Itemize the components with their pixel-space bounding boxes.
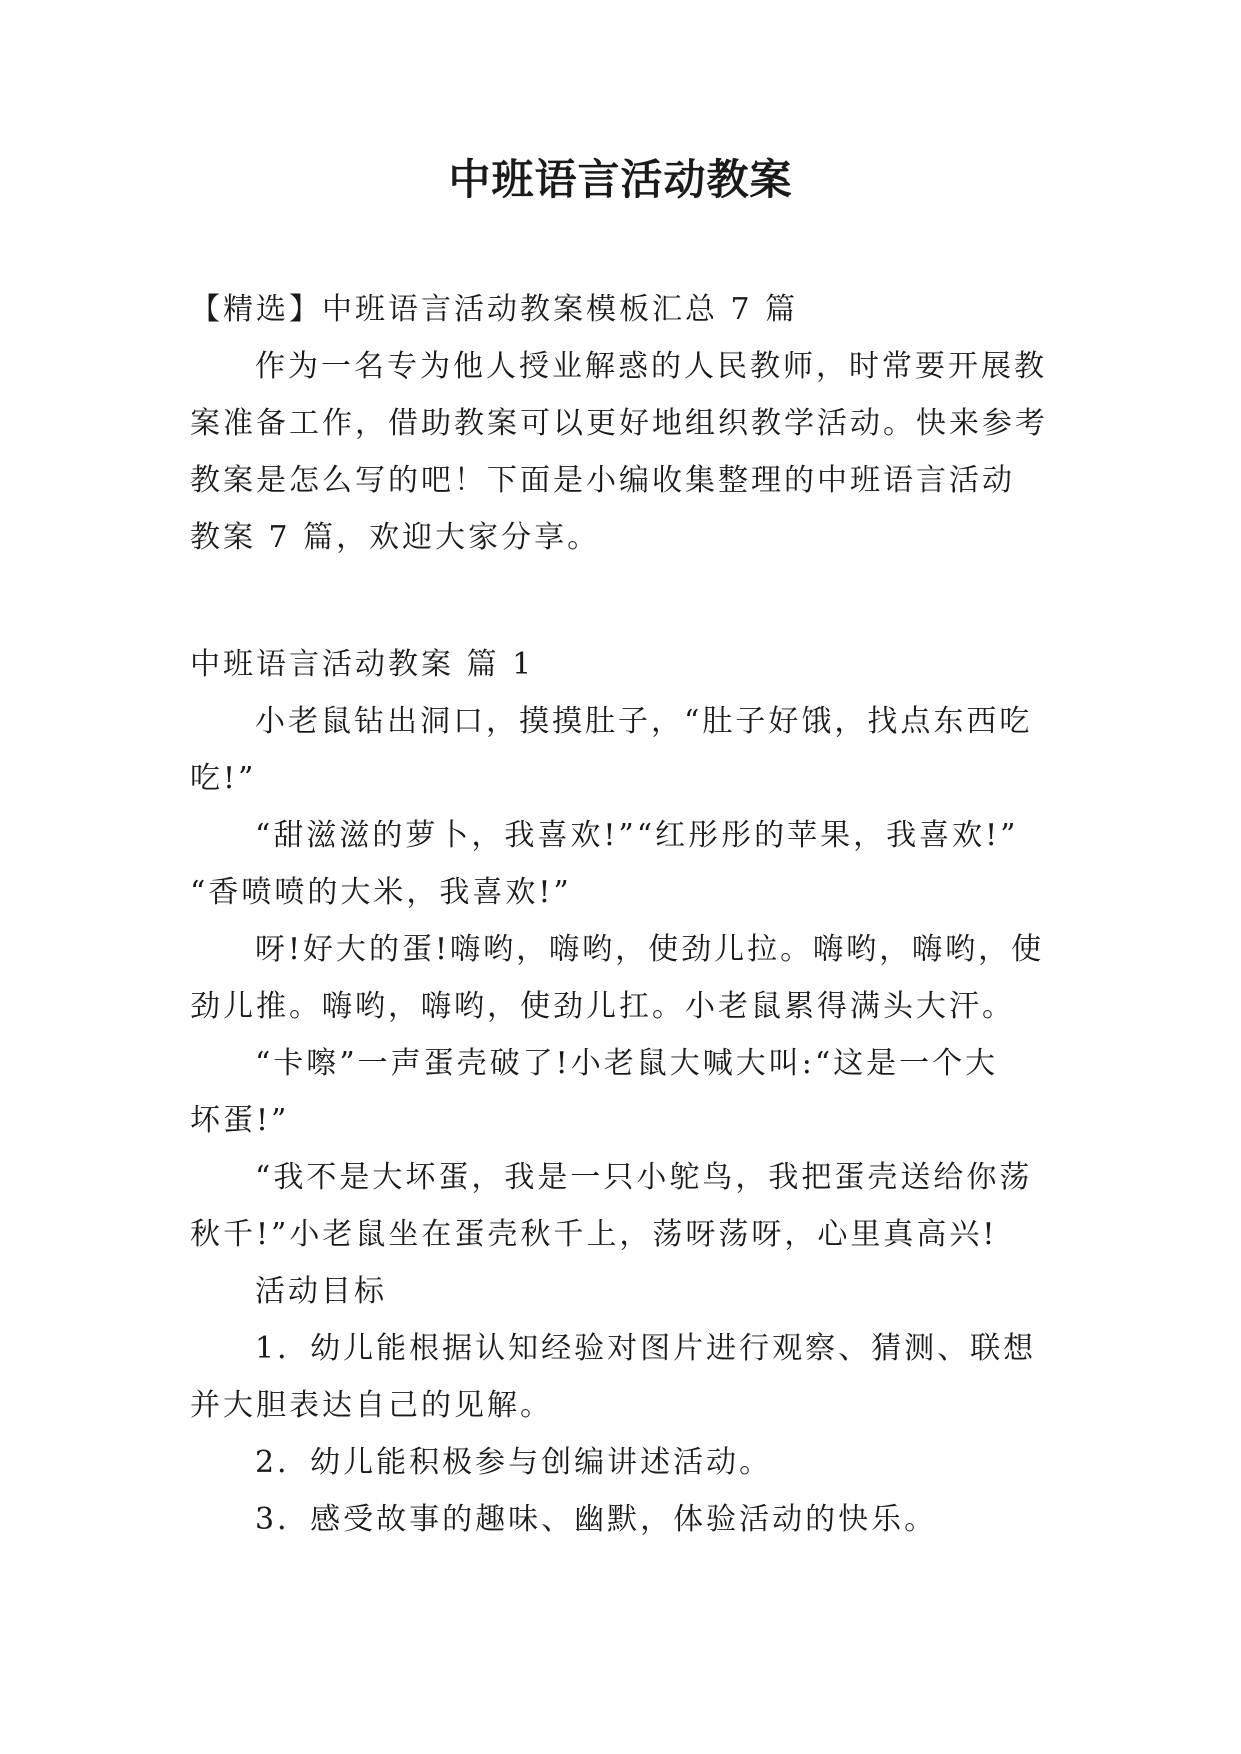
text-line: 秋千!”小老鼠坐在蛋壳秋千上，荡呀荡呀，心里真高兴! bbox=[190, 1217, 998, 1252]
section-subheading: 活动目标 bbox=[255, 1274, 387, 1309]
list-item: 3．感受故事的趣味、幽默，体验活动的快乐。 bbox=[255, 1502, 938, 1537]
list-item: 1．幼儿能根据认知经验对图片进行观察、猜测、联想 bbox=[255, 1331, 1037, 1366]
text-line: 并大胆表达自己的见解。 bbox=[190, 1388, 553, 1423]
text-line: 教案 7 篇，欢迎大家分享。 bbox=[190, 520, 601, 555]
text-line: 案准备工作，借助教案可以更好地组织教学活动。快来参考 bbox=[190, 406, 1048, 441]
text-line: 坏蛋!” bbox=[190, 1103, 290, 1138]
text-line: “我不是大坏蛋，我是一只小鸵鸟，我把蛋壳送给你荡 bbox=[255, 1160, 1033, 1195]
text-line: 劲儿推。嗨哟，嗨哟，使劲儿扛。小老鼠累得满头大汗。 bbox=[190, 989, 1015, 1024]
text-line: “卡嚓”一声蛋壳破了!小老鼠大喊大叫:“这是一个大 bbox=[255, 1046, 999, 1081]
text-line: 吃!” bbox=[190, 761, 257, 796]
text-line: “甜滋滋的萝卜，我喜欢!”“红彤彤的苹果，我喜欢!” bbox=[255, 818, 1019, 853]
text-line: 作为一名专为他人授业解惑的人民教师，时常要开展教 bbox=[255, 349, 1047, 384]
list-item: 2．幼儿能积极参与创编讲述活动。 bbox=[255, 1445, 773, 1480]
text-line: 【精选】中班语言活动教案模板汇总 7 篇 bbox=[190, 292, 799, 327]
text-line: 小老鼠钻出洞口，摸摸肚子，“肚子好饿，找点东西吃 bbox=[255, 704, 1033, 739]
text-line: 呀!好大的蛋!嗨哟，嗨哟，使劲儿拉。嗨哟，嗨哟，使 bbox=[255, 932, 1045, 967]
text-line: 教案是怎么写的吧！下面是小编收集整理的中班语言活动 bbox=[190, 463, 1015, 498]
document-title: 中班语言活动教案 bbox=[448, 155, 793, 204]
text-line: “香喷喷的大米，我喜欢!” bbox=[190, 875, 572, 910]
section-heading: 中班语言活动教案 篇 1 bbox=[190, 647, 535, 682]
